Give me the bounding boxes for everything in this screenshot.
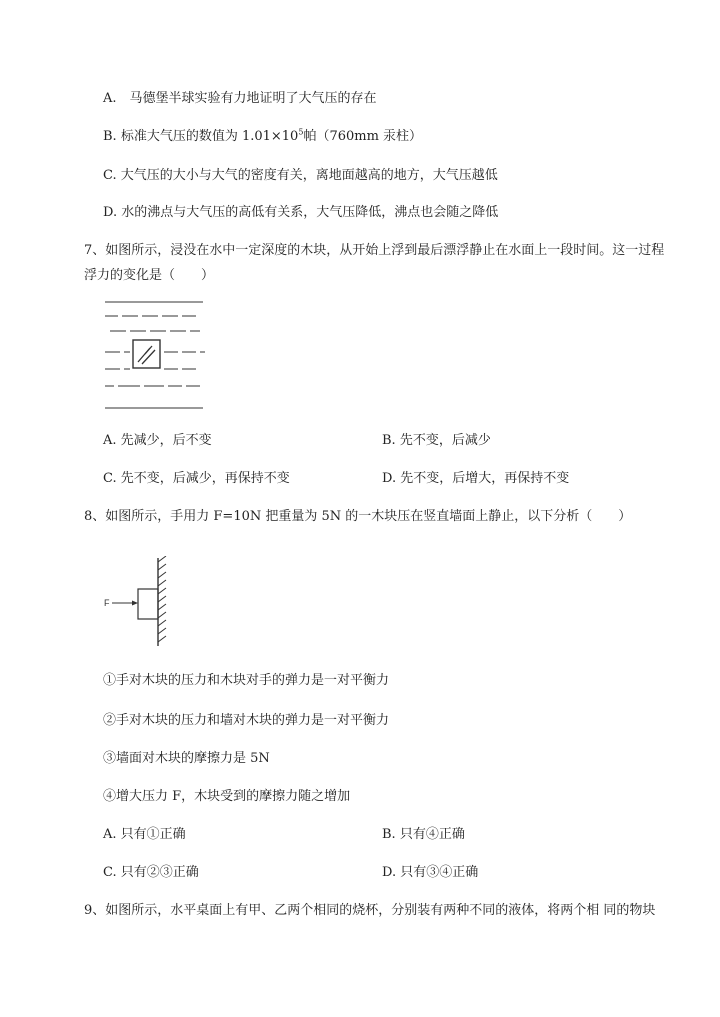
q7-water-wood-figure xyxy=(100,296,210,414)
q8-statement-2: ②手对木块的压力和墙对木块的弹力是一对平衡力 xyxy=(103,713,390,728)
force-arrow-head xyxy=(132,601,138,606)
q7-option-c: C. 先不变，后减少，再保持不变 xyxy=(103,471,290,486)
q8-statement-1: ①手对木块的压力和木块对手的弹力是一对平衡力 xyxy=(103,673,390,688)
wood-block xyxy=(133,340,160,368)
q8-option-b: B. 只有④正确 xyxy=(382,827,465,842)
q8-option-d: D. 只有③④正确 xyxy=(382,865,479,880)
q7-option-d: D. 先不变，后增大，再保持不变 xyxy=(382,471,570,486)
wall-hatching xyxy=(158,556,166,642)
q8-statement-3: ③墙面对木块的摩擦力是 5N xyxy=(103,751,270,766)
force-label: F xyxy=(104,598,110,608)
q8-statement-4: ④增大压力 F，木块受到的摩擦力随之增加 xyxy=(103,789,351,804)
q8-wall-block-figure xyxy=(100,556,180,651)
q6-option-b-exponent: 5 xyxy=(298,127,304,137)
q6-option-a: A. 马德堡半球实验有力地证明了大气压的存在 xyxy=(103,91,377,106)
q7-option-b: B. 先不变，后减少 xyxy=(382,433,491,448)
q8-option-a: A. 只有①正确 xyxy=(103,827,186,842)
q7-option-a: A. 先减少，后不变 xyxy=(103,433,212,448)
q8-option-c: C. 只有②③正确 xyxy=(103,865,199,880)
q6-option-b-pre: B. 标准大气压的数值为 1.01×10 xyxy=(103,129,299,144)
q6-option-d: D. 水的沸点与大气压的高低有关系，大气压降低，沸点也会随之降低 xyxy=(103,205,499,220)
q8-stem: 8、如图所示，手用力 F=10N 把重量为 5N 的一木块压在竖直墙面上静止，以下分析（ ） xyxy=(84,509,632,524)
q7-stem-line1: 7、如图所示，浸没在水中一定深度的木块，从开始上浮到最后漂浮静止在水面上一段时间。这一过程 xyxy=(84,243,665,258)
q7-stem-line2: 浮力的变化是（ ） xyxy=(84,268,215,283)
pressed-block xyxy=(138,589,158,619)
q6-option-b xyxy=(103,128,422,146)
q6-option-b-post: 帕（760mm 汞柱） xyxy=(303,129,423,144)
q6-option-c: C. 大气压的大小与大气的密度有关，离地面越高的地方，大气压越低 xyxy=(103,168,498,183)
q9-stem-line1: 9、如图所示，水平桌面上有甲、乙两个相同的烧杯，分别装有两种不同的液体，将两个相 同的物块 xyxy=(84,903,656,918)
